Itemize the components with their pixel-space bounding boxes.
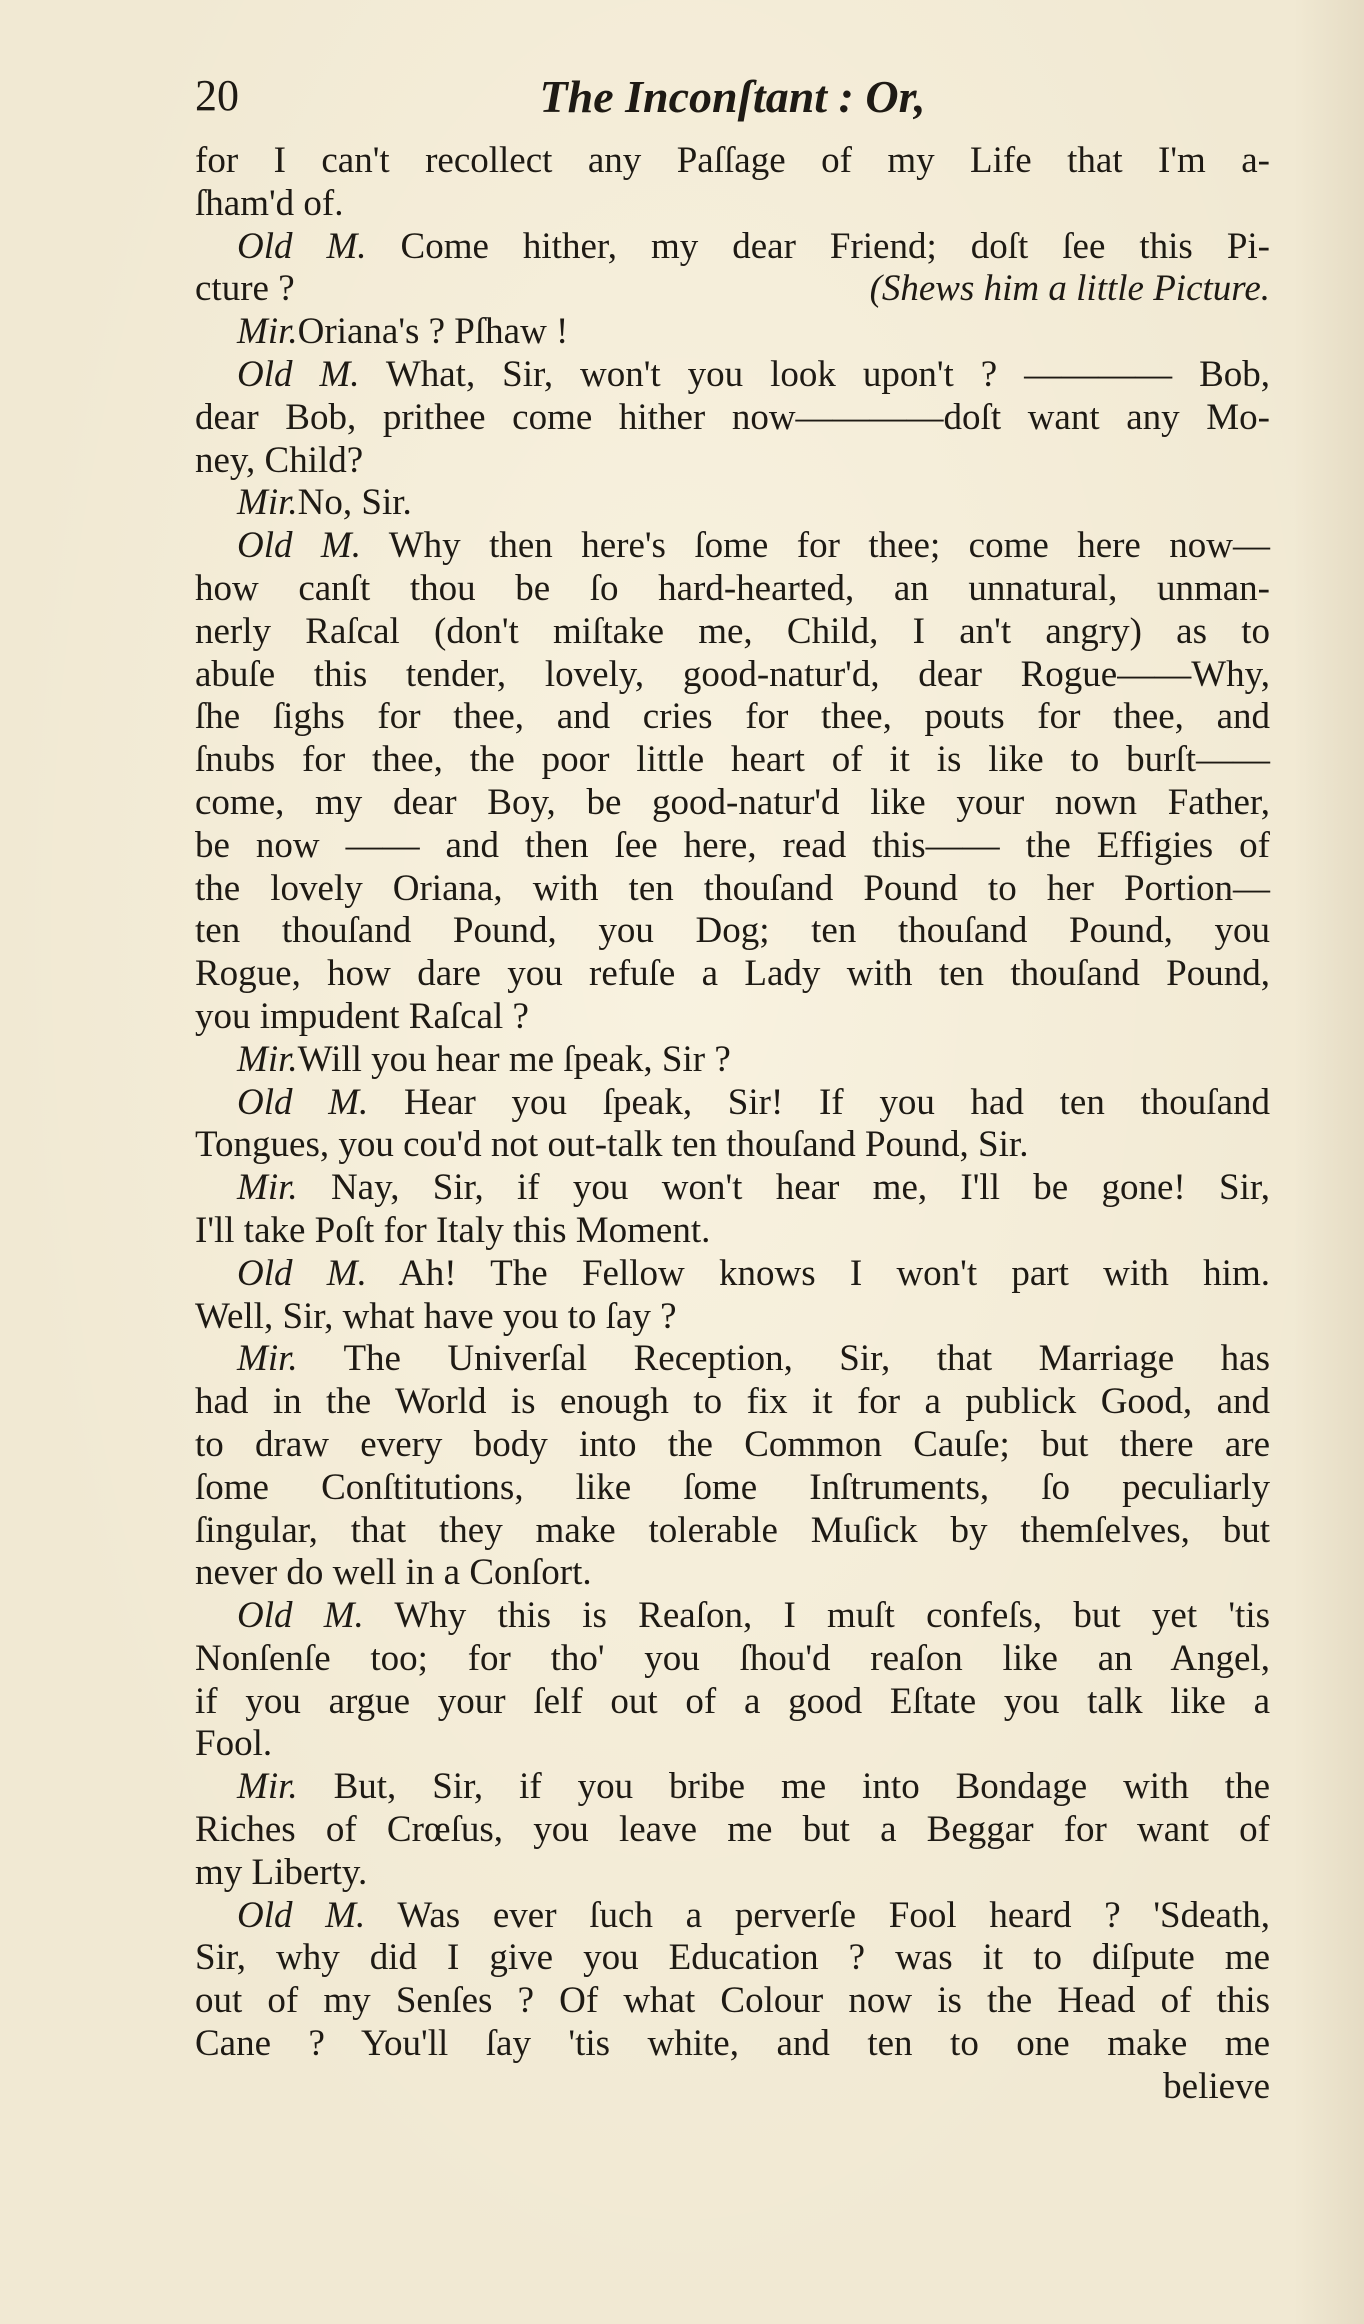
line-text: Hear you ſpeak, Sir! If you had ten thouſand	[368, 1081, 1270, 1123]
line-text: What, Sir, won't you look upon't ? ———— Bob,	[359, 353, 1270, 395]
line-text: dear Bob, prithee come hither now————doſt want any Mo-	[195, 396, 1270, 438]
line-text: if you argue your ſelf out of a good Eſtate you talk like a	[195, 1680, 1270, 1722]
speaker-name: Old M.	[237, 353, 360, 395]
catchword: believe	[1163, 2065, 1270, 2107]
line-text: No, Sir.	[297, 482, 412, 524]
page-number: 20	[195, 71, 239, 120]
speaker-name: Mir.	[237, 1038, 298, 1080]
text-line	[195, 1296, 1270, 1339]
line-text: Tongues, you cou'd not out-talk ten thouſand Pound, Sir.	[195, 1124, 1029, 1166]
text-line	[195, 1852, 1270, 1895]
text-line	[195, 1510, 1270, 1553]
line-text: how canſt thou be ſo hard-hearted, an unnatural, unman-	[195, 567, 1270, 609]
line-text: Why then here's ſome for thee; come here now—	[361, 525, 1270, 567]
text-line	[195, 611, 1270, 654]
line-text: abuſe this tender, lovely, good-natur'd, dear Rogue——Why,	[195, 653, 1270, 695]
text-line	[195, 782, 1270, 825]
text-line	[195, 140, 1270, 183]
text-line	[195, 953, 1270, 996]
text-line	[195, 354, 1270, 397]
line-text: ten thouſand Pound, you Dog; ten thouſand Pound, you	[195, 910, 1270, 952]
text-line	[195, 1638, 1270, 1681]
line-text: cture ?	[195, 268, 295, 310]
running-title: The Inconſtant : Or,	[539, 71, 926, 122]
text-line	[195, 311, 1270, 354]
text-line	[195, 1552, 1270, 1595]
text-line	[195, 1595, 1270, 1638]
text-line	[195, 825, 1270, 868]
text-line	[195, 739, 1270, 782]
text-line	[195, 910, 1270, 953]
speaker-name: Mir.	[237, 1766, 298, 1808]
line-text: nerly Raſcal (don't miſtake me, Child, I an't angry) as to	[195, 610, 1270, 652]
line-text: to draw every body into the Common Cauſe; but there are	[195, 1423, 1270, 1465]
line-text: my Liberty.	[195, 1851, 368, 1893]
text-line	[195, 1723, 1270, 1766]
text-line	[195, 1124, 1270, 1167]
speaker-name: Mir.	[237, 1167, 298, 1209]
text-line	[195, 996, 1270, 1039]
line-text: be now —— and then ſee here, read this—— the Effigies of	[195, 824, 1270, 866]
text-line	[195, 1895, 1270, 1938]
line-text: come, my dear Boy, be good-natur'd like your nown Father,	[195, 781, 1270, 823]
line-text: Rogue, how dare you refuſe a Lady with ten thouſand Pound,	[195, 953, 1270, 995]
text-line	[195, 1467, 1270, 1510]
line-text: Nonſenſe too; for tho' you ſhou'd reaſon like an Angel,	[195, 1637, 1270, 1679]
text-line	[195, 1210, 1270, 1253]
line-text: Why this is Reaſon, I muſt confeſs, but yet 'tis	[363, 1595, 1270, 1637]
line-text: ſome Conſtitutions, like ſome Inſtruments, ſo peculiarly	[195, 1466, 1270, 1508]
line-text: Sir, why did I give you Education ? was it to diſpute me	[195, 1937, 1270, 1979]
speaker-name: Old M.	[237, 525, 361, 567]
text-line	[195, 1681, 1270, 1724]
line-text: Well, Sir, what have you to ſay ?	[195, 1295, 677, 1337]
line-text: for I can't recollect any Paſſage of my Life that I'm a-	[195, 140, 1270, 181]
line-text: But, Sir, if you bribe me into Bondage with the	[297, 1766, 1270, 1808]
text-line	[195, 482, 1270, 525]
page-edge-shadow	[1294, 0, 1364, 2324]
line-text: Was ever ſuch a perverſe Fool heard ? 'Sdeath,	[365, 1894, 1270, 1936]
line-text: Come hither, my dear Friend; doſt ſee this Pi-	[366, 225, 1270, 267]
line-text: Riches of Crœſus, you leave me but a Beggar for want of	[195, 1809, 1270, 1851]
stage-direction: (Shews him a little Picture.	[869, 268, 1270, 310]
line-text: ſingular, that they make tolerable Muſick by themſelves, but	[195, 1509, 1270, 1551]
text-line	[195, 268, 1270, 311]
line-text: I'll take Poſt for Italy this Moment.	[195, 1209, 711, 1251]
line-text: you impudent Raſcal ?	[195, 995, 529, 1037]
text-line	[195, 1039, 1270, 1082]
text-line	[195, 1424, 1270, 1467]
line-text: The Univerſal Reception, Sir, that Marriage has	[297, 1338, 1270, 1380]
text-line	[195, 868, 1270, 911]
line-text: never do well in a Conſort.	[195, 1552, 592, 1594]
line-text: Ah! The Fellow knows I won't part with him.	[366, 1252, 1270, 1294]
line-text: the lovely Oriana, with ten thouſand Pound to her Portion—	[195, 867, 1270, 909]
line-text: Nay, Sir, if you won't hear me, I'll be gone! Sir,	[297, 1167, 1270, 1209]
line-text: out of my Senſes ? Of what Colour now is the Head of this	[195, 1980, 1270, 2022]
line-text: ſnubs for thee, the poor little heart of it is like to burſt——	[195, 739, 1270, 781]
line-text: Fool.	[195, 1723, 273, 1765]
text-line	[195, 440, 1270, 483]
body-text	[195, 140, 1270, 2109]
line-text: ſham'd of.	[195, 182, 344, 224]
text-line	[195, 1980, 1270, 2023]
text-line	[195, 1766, 1270, 1809]
line-text: ſhe ſighs for thee, and cries for thee, pouts for thee, and	[195, 696, 1270, 738]
text-line	[195, 696, 1270, 739]
speaker-name: Old M.	[237, 225, 367, 267]
line-text: Oriana's ? Pſhaw !	[297, 311, 569, 353]
page-header	[195, 70, 1270, 130]
speaker-name: Old M.	[237, 1894, 366, 1936]
speaker-name: Old M.	[237, 1081, 369, 1123]
text-line	[195, 1937, 1270, 1980]
line-text: Will you hear me ſpeak, Sir ?	[297, 1038, 731, 1080]
text-line	[195, 1809, 1270, 1852]
text-line	[195, 1167, 1270, 1210]
text-line	[195, 183, 1270, 226]
speaker-name: Mir.	[237, 482, 298, 524]
speaker-name: Old M.	[237, 1252, 367, 1294]
speaker-name: Mir.	[237, 1338, 298, 1380]
text-line	[195, 1338, 1270, 1381]
text-line	[195, 1082, 1270, 1125]
line-text: had in the World is enough to fix it for a publick Good, and	[195, 1381, 1270, 1423]
text-line	[195, 397, 1270, 440]
line-text: Cane ? You'll ſay 'tis white, and ten to one make me	[195, 2023, 1270, 2065]
speaker-name: Mir.	[237, 311, 298, 353]
text-line	[195, 1253, 1270, 1296]
speaker-name: Old M.	[237, 1595, 364, 1637]
text-line	[195, 226, 1270, 269]
text-line	[195, 2023, 1270, 2066]
line-text: ney, Child?	[195, 439, 364, 481]
text-line	[195, 525, 1270, 568]
text-line	[195, 654, 1270, 697]
text-line	[195, 1381, 1270, 1424]
text-line	[195, 568, 1270, 611]
